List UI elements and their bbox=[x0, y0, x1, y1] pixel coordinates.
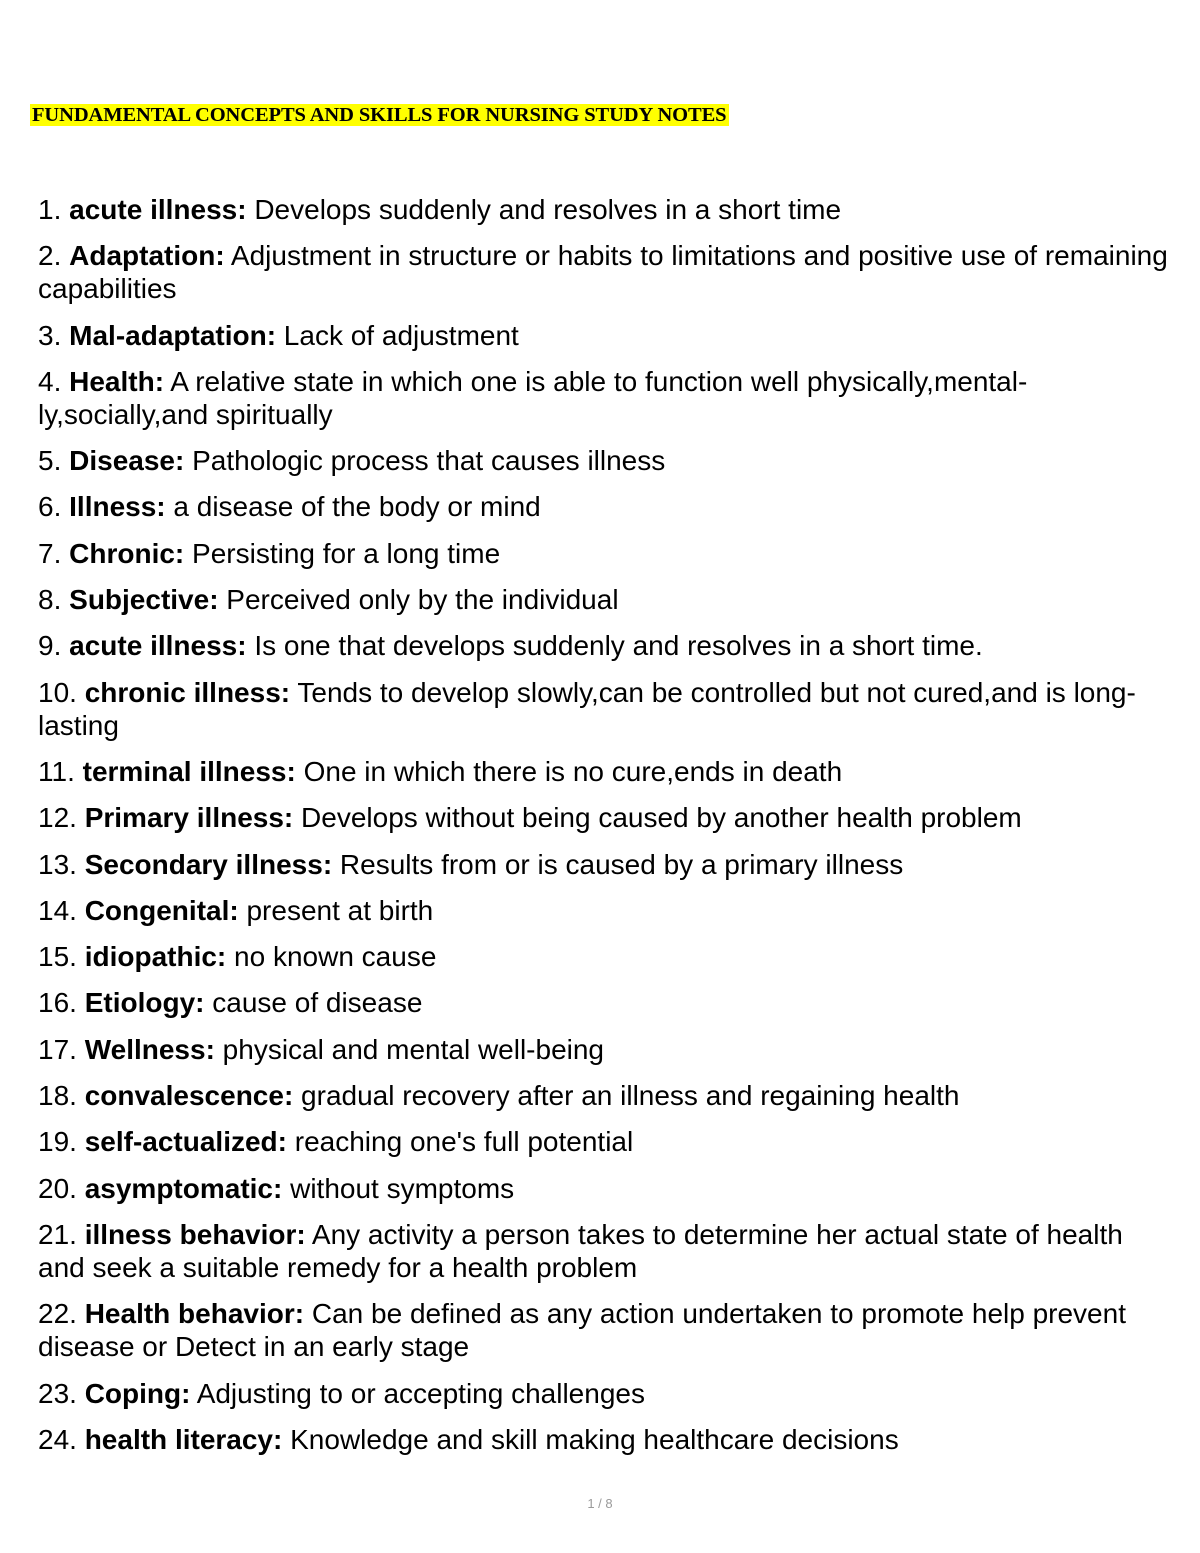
term-item bbox=[38, 583, 1173, 616]
term-name: acute illness: bbox=[69, 630, 247, 662]
document-title: FUNDAMENTAL CONCEPTS AND SKILLS FOR NURSING STUDY NOTES bbox=[30, 104, 729, 126]
term-name: Congenital: bbox=[84, 894, 239, 926]
term-number: 18. bbox=[38, 1080, 85, 1112]
term-item bbox=[38, 1125, 1173, 1158]
term-name: terminal illness: bbox=[82, 755, 296, 787]
term-item bbox=[38, 940, 1173, 973]
term-item bbox=[38, 444, 1173, 477]
term-definition: A relative state in which one is able to function well physically,mental-ly,socially,and spiritually bbox=[38, 365, 1028, 430]
term-item bbox=[38, 801, 1173, 834]
term-number: 13. bbox=[38, 848, 85, 880]
term-name: Health behavior: bbox=[84, 1298, 305, 1330]
term-name: Secondary illness: bbox=[84, 848, 333, 880]
term-definition: without symptoms bbox=[282, 1172, 515, 1204]
term-item bbox=[38, 239, 1173, 305]
term-name: Primary illness: bbox=[84, 802, 294, 834]
term-item bbox=[38, 1297, 1173, 1363]
term-definition: Knowledge and skill making healthcare decisions bbox=[282, 1423, 899, 1455]
term-number: 15. bbox=[38, 941, 85, 973]
term-name: Mal-adaptation: bbox=[69, 319, 277, 351]
term-name: self-actualized: bbox=[84, 1126, 287, 1158]
term-name: Subjective: bbox=[69, 584, 219, 616]
term-definition: Is one that develops suddenly and resolves in a short time. bbox=[246, 630, 983, 662]
term-item bbox=[38, 490, 1173, 523]
term-item bbox=[38, 1423, 1173, 1456]
term-definition: Persisting for a long time bbox=[184, 537, 501, 569]
term-name: asymptomatic: bbox=[84, 1172, 283, 1204]
term-definition: Pathologic process that causes illness bbox=[184, 445, 666, 477]
term-definition: Adjustment in structure or habits to limitations and positive use of remaining capabilities bbox=[38, 240, 1168, 305]
term-definition: Tends to develop slowly,can be controlled but not cured,and is long-lasting bbox=[38, 676, 1136, 741]
term-item bbox=[38, 1377, 1173, 1410]
term-item bbox=[38, 755, 1173, 788]
term-definition: reaching one's full potential bbox=[286, 1126, 634, 1158]
term-name: Wellness: bbox=[84, 1033, 215, 1065]
term-definition: Adjusting to or accepting challenges bbox=[190, 1377, 645, 1409]
term-number: 2. bbox=[38, 240, 70, 272]
term-item bbox=[38, 1218, 1173, 1284]
term-name: Health: bbox=[69, 365, 165, 397]
term-item bbox=[38, 894, 1173, 927]
term-item bbox=[38, 676, 1173, 742]
term-number: 8. bbox=[38, 584, 70, 616]
term-definition: Results from or is caused by a primary illness bbox=[332, 848, 904, 880]
term-item bbox=[38, 1033, 1173, 1066]
term-number: 22. bbox=[38, 1298, 85, 1330]
term-definition: Lack of adjustment bbox=[276, 319, 519, 351]
term-number: 3. bbox=[38, 319, 70, 351]
term-name: Disease: bbox=[69, 445, 185, 477]
term-number: 11. bbox=[38, 755, 83, 787]
term-definition: physical and mental well-being bbox=[214, 1033, 605, 1065]
term-name: chronic illness: bbox=[84, 676, 291, 708]
term-number: 5. bbox=[38, 445, 70, 477]
term-name: Illness: bbox=[69, 491, 166, 523]
term-name: Etiology: bbox=[84, 987, 205, 1019]
term-item bbox=[38, 1172, 1173, 1205]
term-number: 21. bbox=[38, 1218, 85, 1250]
term-number: 16. bbox=[38, 987, 85, 1019]
term-definition: gradual recovery after an illness and regaining health bbox=[293, 1080, 960, 1112]
term-number: 9. bbox=[38, 630, 70, 662]
term-definition: Can be defined as any action undertaken to promote help prevent disease or Detect in an early stage bbox=[38, 1298, 1126, 1363]
term-number: 10. bbox=[38, 676, 85, 708]
term-item bbox=[38, 193, 1173, 226]
term-definition: no known cause bbox=[226, 941, 437, 973]
term-item bbox=[38, 319, 1173, 352]
term-item bbox=[38, 629, 1173, 662]
term-name: health literacy: bbox=[84, 1423, 283, 1455]
term-name: acute illness: bbox=[69, 194, 247, 225]
term-number: 20. bbox=[38, 1172, 85, 1204]
term-definition: Develops without being caused by another health problem bbox=[293, 802, 1022, 834]
term-definition: a disease of the body or mind bbox=[165, 491, 541, 523]
document-title-container bbox=[30, 92, 729, 129]
term-number: 14. bbox=[38, 894, 85, 926]
term-definition: cause of disease bbox=[204, 987, 423, 1019]
term-number: 24. bbox=[38, 1423, 85, 1455]
term-number: 17. bbox=[38, 1033, 85, 1065]
term-number: 19. bbox=[38, 1126, 85, 1158]
term-number: 7. bbox=[38, 537, 70, 569]
term-item bbox=[38, 1079, 1173, 1112]
term-item bbox=[38, 848, 1173, 881]
term-definition: Develops suddenly and resolves in a short time bbox=[246, 194, 842, 225]
term-number: 23. bbox=[38, 1377, 85, 1409]
term-item bbox=[38, 537, 1173, 570]
term-number: 4. bbox=[38, 365, 70, 397]
term-number: 1. bbox=[38, 194, 70, 225]
term-name: Coping: bbox=[84, 1377, 191, 1409]
term-name: illness behavior: bbox=[84, 1218, 306, 1250]
term-name: Chronic: bbox=[69, 537, 185, 569]
term-item bbox=[38, 986, 1173, 1019]
term-definition: Perceived only by the individual bbox=[218, 584, 619, 616]
term-definition: Any activity a person takes to determine her actual state of health and seek a suitable remedy for a health problem bbox=[38, 1218, 1123, 1283]
term-number: 12. bbox=[38, 802, 85, 834]
terms-list bbox=[38, 193, 1173, 1469]
term-definition: present at birth bbox=[238, 894, 434, 926]
term-number: 6. bbox=[38, 491, 70, 523]
page-number: 1 / 8 bbox=[587, 1496, 613, 1511]
term-item bbox=[38, 365, 1173, 431]
term-name: idiopathic: bbox=[84, 941, 227, 973]
term-definition: One in which there is no cure,ends in death bbox=[295, 755, 843, 787]
term-name: Adaptation: bbox=[69, 240, 225, 272]
term-name: convalescence: bbox=[84, 1080, 294, 1112]
